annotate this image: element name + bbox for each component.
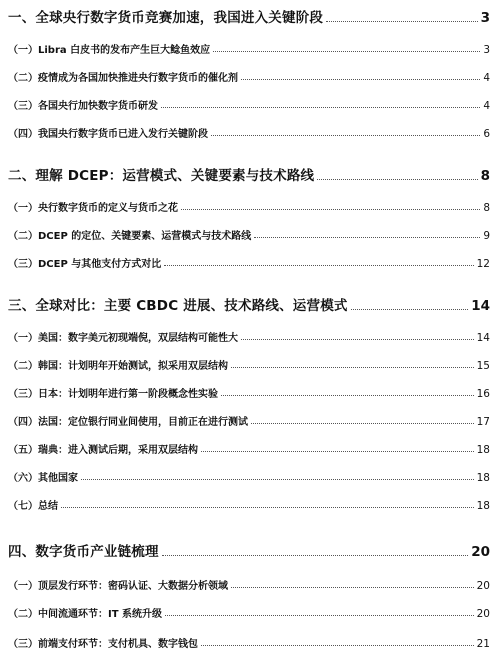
dot-leader [211,135,480,136]
toc-page-number: 4 [483,100,490,112]
toc-item-title: （四）我国央行数字货币已进入发行关键阶段 [8,129,208,140]
toc-item[interactable] [0,122,500,140]
toc-section-title: 一、全球央行数字货币竞赛加速，我国进入关键阶段 [8,10,324,26]
toc-item[interactable] [0,354,500,372]
toc-page-number: 21 [476,638,490,650]
dot-leader [254,237,480,238]
toc-item-title: （二）DCEP 的定位、关键要素、运营模式与技术路线 [8,231,252,242]
dot-leader [317,179,477,180]
toc-page-number: 18 [476,500,490,512]
toc-item[interactable] [0,326,500,344]
toc-page-number: 15 [476,360,490,372]
toc-item[interactable] [0,382,500,400]
toc-item-title: （一）Libra 白皮书的发布产生巨大鲶鱼效应 [8,45,211,56]
toc-page-number: 6 [483,128,490,140]
toc-item-title: （一）顶层发行环节：密码认证、大数据分析领域 [8,581,228,592]
toc-section-title: 二、理解 DCEP：运营模式、关键要素与技术路线 [8,168,315,184]
dot-leader [241,339,474,340]
toc-item[interactable] [0,224,500,242]
dot-leader [231,367,474,368]
toc-page-number: 18 [476,444,490,456]
toc-item-title: （二）疫情成为各国加快推进央行数字货币的催化剂 [8,73,238,84]
toc-page-number: 14 [471,298,490,314]
dot-leader [213,51,480,52]
dot-leader [181,209,480,210]
toc-item-title: （五）瑞典：进入测试后期，采用双层结构 [8,445,198,456]
toc-item-title: （三）前端支付环节：支付机具、数字钱包 [8,639,198,650]
toc-page-number: 8 [483,202,490,214]
toc-page-number: 3 [480,10,490,26]
toc-item[interactable] [0,252,500,270]
toc-item[interactable] [0,632,500,650]
toc-page-number: 16 [476,388,490,400]
dot-leader [164,265,473,266]
toc-page-number: 8 [480,168,490,184]
dot-leader [251,423,474,424]
toc-page-number: 17 [476,416,490,428]
toc-item-title: （二）中间流通环节：IT 系统升级 [8,609,163,620]
toc-item-title: （四）法国：定位银行同业间使用，目前正在进行测试 [8,417,248,428]
dot-leader [165,615,474,616]
toc-item[interactable] [0,466,500,484]
toc-item-title: （一）央行数字货币的定义与货币之花 [8,203,178,214]
toc-section-title: 三、全球对比：主要 CBDC 进展、技术路线、运营模式 [8,298,348,314]
toc-item[interactable] [0,66,500,84]
toc-page-number: 20 [476,608,490,620]
toc-item-title: （七）总结 [8,501,58,512]
toc-item[interactable] [0,602,500,620]
dot-leader [61,507,474,508]
dot-leader [161,107,480,108]
toc-item-title: （三）各国央行加快数字货币研发 [8,101,158,112]
toc-section-title: 四、数字货币产业链梳理 [8,544,159,560]
toc-page-number: 12 [476,258,490,270]
toc-page-number: 20 [476,580,490,592]
toc-item[interactable] [0,196,500,214]
toc-section-1[interactable] [0,2,500,26]
toc-item-title: （六）其他国家 [8,473,78,484]
dot-leader [162,555,469,556]
toc-item-title: （三）DCEP 与其他支付方式对比 [8,259,162,270]
toc-item[interactable] [0,494,500,512]
toc-page-number: 18 [476,472,490,484]
toc-section-2[interactable] [0,160,500,184]
toc-item[interactable] [0,38,500,56]
dot-leader [201,645,474,646]
toc-item[interactable] [0,410,500,428]
toc-item[interactable] [0,574,500,592]
dot-leader [81,479,474,480]
toc-page-number: 3 [483,44,490,56]
toc-section-3[interactable] [0,290,500,314]
dot-leader [241,79,480,80]
dot-leader [351,309,469,310]
toc-page-number: 14 [476,332,490,344]
toc-page-number: 9 [483,230,490,242]
toc-item-title: （三）日本：计划明年进行第一阶段概念性实验 [8,389,218,400]
toc-item[interactable] [0,438,500,456]
toc-item-title: （二）韩国：计划明年开始测试，拟采用双层结构 [8,361,228,372]
toc-item[interactable] [0,94,500,112]
toc-section-4[interactable] [0,536,500,560]
dot-leader [201,451,474,452]
toc-item-title: （一）美国：数字美元初现端倪，双层结构可能性大 [8,333,238,344]
toc-page-number: 4 [483,72,490,84]
dot-leader [326,21,477,22]
toc-page-number: 20 [471,544,490,560]
dot-leader [221,395,474,396]
dot-leader [231,587,474,588]
